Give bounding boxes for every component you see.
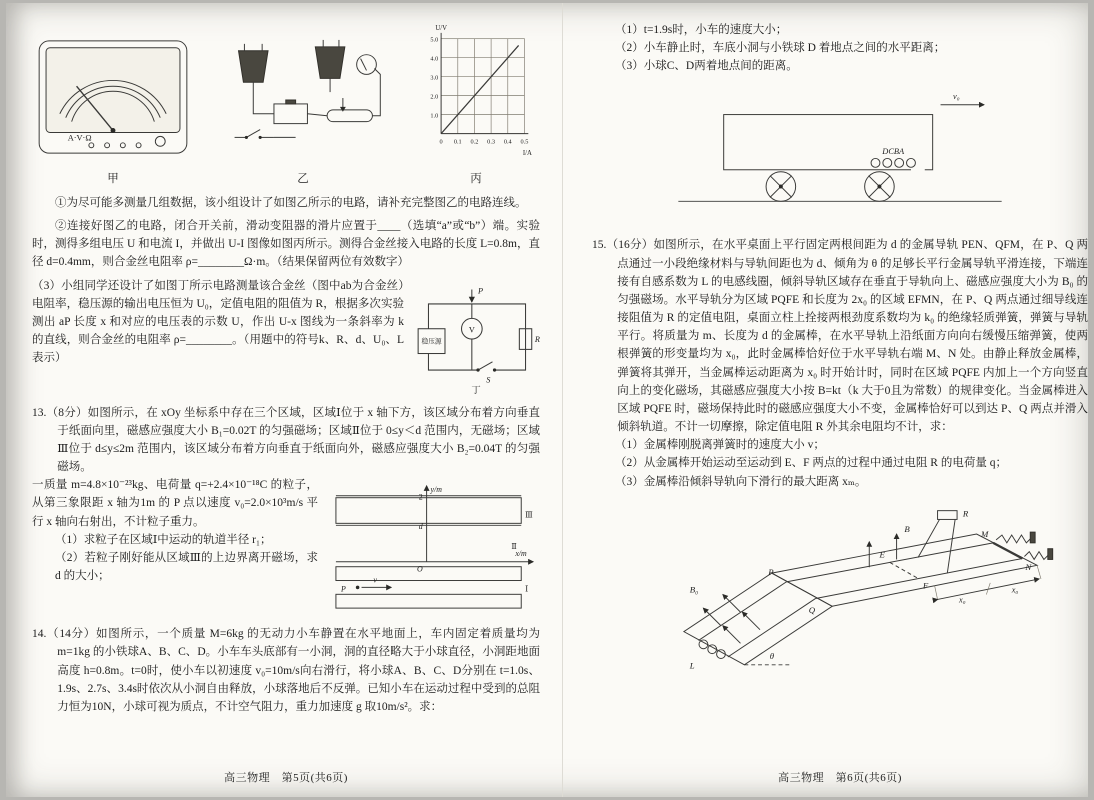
graph-x-axis-label: I/A (522, 149, 532, 157)
l-label: L (689, 660, 695, 671)
x-tick: 0.2 (470, 138, 479, 146)
b0-arrow (742, 612, 760, 630)
question-14-items (592, 21, 1088, 75)
meter-dial-label: A·V·Ω (67, 133, 92, 143)
cell-one (239, 51, 269, 83)
figure-ui-graph (414, 19, 538, 186)
graph-y-axis-label: U/V (435, 24, 447, 32)
experiment-step-3: （3）小组同学还设计了如图丁所示电路测量该合金丝（图中ab为合金丝）电阻率，稳压源的输出电压恒为 U₀，定值电阻的阻值为 R，根据多次实验测出 aP 长度 x 和对应的电压表的示数 U，作出 U-x 图线为一条斜率为 k 的直线，则合金丝的电阻率 ρ=________。（用题中的符号k、R、d、U₀、L表示） (32, 279, 404, 365)
page-seam (562, 3, 563, 797)
figure-caption-jia: 甲 (107, 173, 119, 185)
question-13-stem: 13.（8分）如图所示，在 xOy 坐标系中存在三个区域，区域Ⅰ位于 x 轴下方，该区域分布着方向垂直于纸面向里，磁感应强度大小 B₁=0.02T 的匀强磁场；区域Ⅱ位于 0≤y＜d 范围内，无磁场；区域Ⅲ位于 d≤y≤2m 范围内，该区域分布着方向垂直于纸面向外，磁感应强度大小 B₂=0.04T 的匀强磁场。 (32, 406, 540, 474)
y-tick: 2.0 (430, 93, 439, 101)
ui-graph-drawing (414, 19, 538, 163)
figure-circuit-ding (414, 279, 540, 395)
question-13-item-2: （2）若粒子刚好能从区域Ⅲ的上边界离开磁场，求 d 的大小； (55, 551, 318, 583)
cell-two (315, 47, 345, 79)
incline-rail-bottom (728, 598, 816, 657)
particle-p (356, 586, 360, 590)
post-one (1030, 532, 1035, 543)
q-label: Q (808, 604, 816, 615)
e-label: E (879, 549, 885, 560)
page-right (592, 3, 1088, 797)
field-into-page-region-a (336, 564, 521, 581)
experiment-figures-row (34, 19, 538, 186)
tick-d: d (418, 522, 423, 532)
experiment-step-2: ②连接好图乙的电路，闭合开关前，滑动变阻器的滑片应置于____（选填“a”或“b”）端。实验时，测得多组电压 U 和电流 I，并做出 U-I 图像如图丙所示。测得合金丝接入电路的长度 L=0.8m，直径 d=0.4mm，则合金丝电阻率 ρ=________Ω·m。（结果保留两位有效数字） (32, 220, 540, 269)
incline-rail-top (699, 582, 787, 641)
x0-label-2: x₀ (1011, 585, 1019, 595)
page-5-footer: 高三物理 第5页(共6页) (224, 772, 348, 784)
theta-label: θ (769, 650, 775, 661)
origin-label: O (416, 564, 423, 574)
spring-one (996, 535, 1031, 543)
figure-cart (672, 85, 1008, 223)
y-tick: 5.0 (430, 36, 439, 44)
rheostat (327, 110, 372, 122)
question-14-stem: 14.（14分）如图所示，一个质量 M=6kg 的无动力小车静置在水平地面上，车内固定着质量均为 m=1kg 的小铁球A、B、C、D。小车车头底部有一小洞，洞的直径略大于小球直径，小洞距地面高度 h=0.8m。t=0时，使小车以初速度 v₀=10m/s向右滑行，将小球A、B、C、D分别在 t=1.0s、1.9s、2.7s、3.4s时依次从小洞自由释放，小球落地后不反弹。已知小车在运动过程中受到的总阻力恒为10N，小球可视为质点，不计空气阻力，重力加速度 g 取10m/s²。求： (32, 628, 540, 713)
question-15-item-1: （1）金属棒刚脱离弹簧时的速度大小 v； (615, 439, 825, 452)
p-label: P (340, 584, 346, 594)
question-14-item-2: （2）小车静止时，车底小洞与小铁球 D 着地点之间的水平距离； (615, 42, 946, 55)
slider-label: P (478, 286, 484, 296)
ball (907, 159, 916, 168)
experiment-step-1: ①为尽可能多测量几组数据，该小组设计了如图乙所示的电路，请补充完整图乙的电路连线。 (55, 197, 527, 209)
x-tick: 0 (439, 138, 443, 146)
x-tick: 0.3 (487, 138, 496, 146)
data-line (441, 45, 519, 133)
figure-incline-wrap (592, 497, 1088, 702)
post-two (1048, 548, 1053, 559)
region-1-label: Ⅰ (525, 584, 529, 594)
x-tick: 0.5 (520, 138, 529, 146)
field-into-page-region-b (336, 595, 521, 609)
y-tick: 4.0 (430, 55, 439, 63)
figure-cart-wrap (592, 85, 1088, 228)
question-15-item-2: （2）从金属棒开始运动至运动到 E、F 两点的过程中通过电阻 R 的电荷量 q； (615, 457, 1007, 470)
rail-top (786, 543, 993, 582)
region-2-label: Ⅱ (511, 542, 517, 552)
power-source-label: 稳压源 (421, 338, 442, 346)
question-13-item-1: （1）求粒子在区域Ⅰ中运动的轨道半径 r₁； (55, 533, 272, 546)
question-13-stem-tail: 一质量 m=4.8×10⁻²³kg、电荷量 q=+2.4×10⁻¹⁸C 的粒子，从第三象限距 x 轴为1m 的 P 点以速度 v₀=2.0×10³m/s 平行 x 轴向右射出，不计粒子重力。 (32, 479, 318, 528)
f-label: F (922, 580, 929, 591)
small-meter (357, 55, 377, 75)
y-tick: 1.0 (430, 112, 439, 120)
figure-field-regions (328, 478, 540, 616)
cart-body (724, 115, 933, 170)
question-13-tail-block (32, 476, 540, 620)
region-3-label: Ⅲ (525, 510, 533, 520)
m-label: M (980, 528, 989, 539)
x-axis-label: x/m (515, 549, 527, 559)
v-label: v (373, 575, 377, 585)
b-label: B (904, 523, 910, 534)
spring-two (1024, 551, 1048, 559)
switch-label: S (486, 375, 491, 385)
field-out-of-page-region (336, 498, 521, 524)
ball (871, 159, 880, 168)
x-tick: 0.4 (503, 138, 512, 146)
experiment-step-3-block (32, 277, 540, 399)
y-axis-label: y/m (430, 485, 442, 495)
scanned-exam-sheet (6, 3, 1088, 797)
question-15-stem: 15.（16分）如图所示，在水平桌面上平行固定两根间距为 d 的金属导轨 PEN、QFM，在 P、Q 两点通过一小段绝缘材料与导轨间距也为 d、倾角为 θ 的足够长平行金属导轨平滑连接，下端连接有自感系数为 L 的电感线圈，倾斜导轨区域存在垂直于导轨向上、磁感应强度大小为 B₀ 的匀强磁场。水平导轨分为区域 PQFE 和长度为 2x₀ 的区域 EFMN，在 P、Q 两点通过细导线连接阻值为 R 的定值电阻，桌面立柱上拴接两根劲度系数均为 k₀ 的绝缘轻质弹簧，弹簧与导轨平行。将质量为 m、长度为 d 的金属棒，在水平导轨上沿纸面方向向右缓慢压缩弹簧，使两根弹簧的形变量均为 x₀，此时金属棒恰好位于水平导轨右端 M、N 处。由静止释放金属棒，弹簧将其弹开，当金属棒运动距离为 x₀ 时开始计时，同时在区域 PQFE 内加上一个方向竖直向上的变化磁场，其磁感应强度大小按 B=kt（k 大于0且为常数）的规律变化。当金属棒进入区域 PQFE 时，磁场保持此时的磁感应强度大小不变，金属棒恰好可以到达 P、Q 两点并滑入倾斜轨道。不计一切摩擦，除定值电阻 R 外其余电阻均不计，求： (592, 239, 1088, 434)
ball (895, 159, 904, 168)
ground-hatch (678, 202, 1001, 210)
p-label: P (768, 566, 774, 577)
battery (274, 104, 307, 124)
figure-incline-rails (625, 497, 1055, 697)
question-14-item-1: （1）t=1.9s时，小车的速度大小； (615, 24, 788, 36)
resistor-label: R (534, 334, 540, 344)
figure-caption-ding: 丁 (471, 385, 481, 395)
v0-label: v₀ (953, 92, 960, 102)
b0-label: B₀ (689, 584, 699, 595)
y-tick: 3.0 (430, 74, 439, 82)
figure-caption-bing: 丙 (470, 173, 482, 185)
page-6-footer: 高三物理 第6页(共6页) (778, 772, 902, 784)
balls-label: DCBA (882, 147, 905, 157)
rail-bottom (816, 558, 1023, 598)
switch-blade (478, 361, 492, 369)
question-15-item-3: （3）金属棒沿倾斜导轨向下滑行的最大距离 xₘ。 (615, 475, 867, 488)
figure-caption-yi: 乙 (297, 173, 309, 185)
b0-arrow (723, 625, 741, 643)
r-label: R (962, 508, 969, 519)
question-14-item-3: （3）小球C、D两着地点间的距离。 (615, 60, 798, 73)
n-label: N (1025, 561, 1032, 572)
circuit-sketch-drawing (214, 35, 392, 163)
incline-surface (684, 573, 832, 665)
voltmeter-label: V (468, 324, 475, 334)
x-tick: 0.1 (453, 138, 462, 146)
figure-circuit-sketch (214, 35, 392, 186)
resistor-box (938, 510, 958, 519)
multimeter-drawing (34, 35, 192, 163)
metal-bar (993, 543, 1022, 559)
x0-label-1: x₀ (959, 595, 966, 605)
figure-multimeter (34, 35, 192, 186)
tick-2: 2 (418, 492, 423, 502)
ef-divider (890, 562, 919, 579)
page-left (32, 3, 540, 797)
ball (883, 159, 892, 168)
